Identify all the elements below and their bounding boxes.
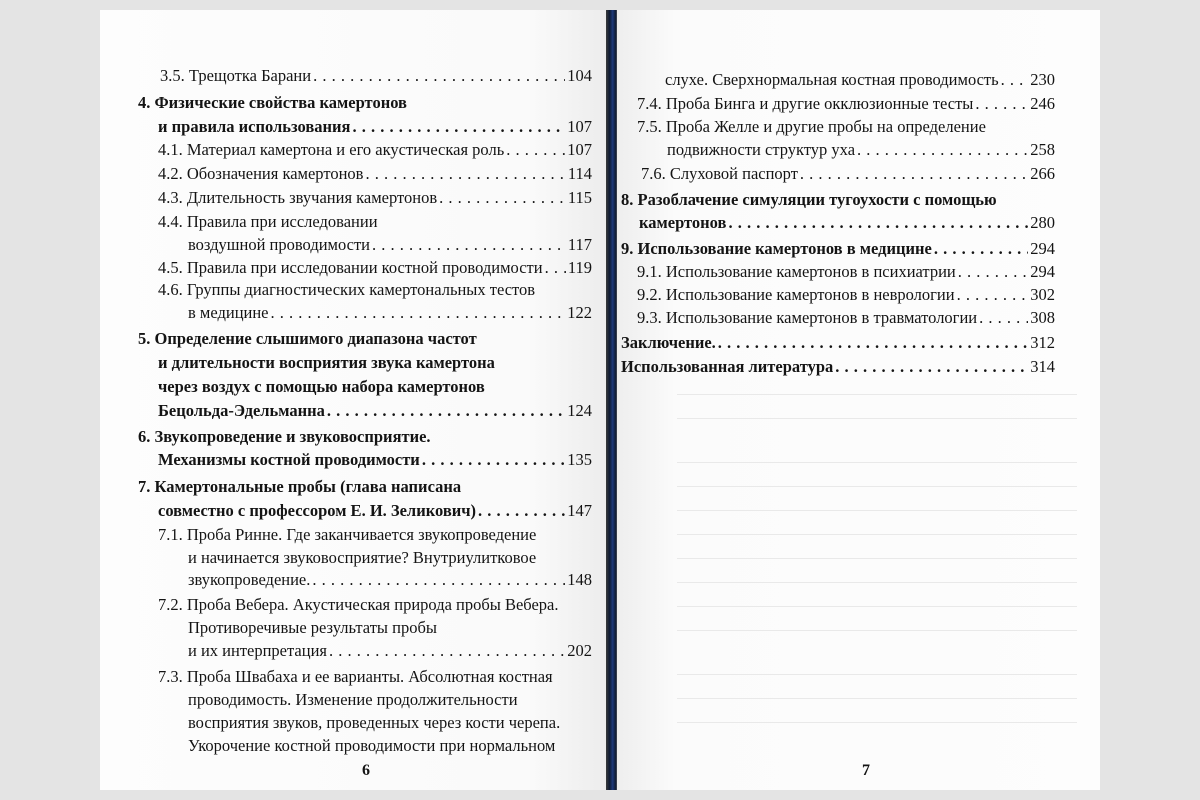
toc-entry-number: 9.2.	[637, 285, 662, 304]
toc-entry-number: 4.5.	[158, 258, 183, 277]
bleed-through-line	[677, 486, 1077, 487]
toc-entry-number: 4.2.	[158, 164, 183, 183]
toc-entry	[188, 233, 592, 257]
toc-entry-number: 7.6.	[641, 164, 666, 183]
bleed-through-line	[677, 534, 1077, 535]
toc-entry-number: 7.1.	[158, 525, 183, 544]
bleed-through-line	[677, 418, 1077, 419]
toc-entry-title: Проба Вебера. Акустическая природа пробы Вебера.	[186, 595, 559, 614]
toc-entry	[158, 448, 592, 472]
toc-entry-title: Использование камертонов в психиатрии	[665, 262, 956, 281]
toc-entry	[158, 523, 536, 547]
toc-entry-page: 314	[1030, 357, 1055, 376]
toc-entry-title: Правила при исследовании	[186, 212, 378, 231]
toc-entry-page: 124	[567, 401, 592, 420]
toc-entry-page: 107	[567, 117, 592, 136]
toc-entry-title: Проба Бинга и другие окклюзионные тесты	[665, 94, 974, 113]
toc-entry-title: Группы диагностических камертональных тестов	[186, 280, 536, 299]
toc-entry	[621, 331, 1055, 355]
bleed-through-line	[677, 606, 1077, 607]
toc-entry-page: 308	[1030, 308, 1055, 327]
toc-entry-title: камертонов	[639, 213, 727, 232]
toc-entry-number: 4.1.	[158, 140, 183, 159]
toc-entry-title: Проба Швабаха и ее варианты. Абсолютная костная	[186, 667, 553, 686]
toc-entry-number: 9.3.	[637, 308, 662, 327]
toc-entry	[637, 283, 1055, 307]
bleed-through-line	[677, 510, 1077, 511]
toc-entry	[639, 211, 1055, 235]
toc-entry-continuation: восприятия звуков, проведенных через кости черепа.	[188, 713, 561, 732]
toc-entry	[158, 115, 592, 139]
left-page	[100, 10, 608, 790]
toc-entry	[160, 64, 592, 88]
toc-entry-page: 312	[1030, 333, 1055, 352]
toc-entry-title: Слуховой паспорт	[669, 164, 798, 183]
toc-entry	[158, 399, 592, 423]
toc-entry	[158, 256, 592, 280]
toc-entry-title: Материал камертона и его акустическая роль	[186, 140, 505, 159]
toc-entry	[665, 68, 1055, 92]
toc-chapter-title: 4. Физические свойства камертонов	[138, 93, 407, 112]
toc-entry-page: 302	[1030, 285, 1055, 304]
toc-entry-page: 294	[1030, 239, 1055, 258]
toc-entry-title: звукопроведение.	[188, 570, 311, 589]
toc-entry-title: и правила использования	[158, 117, 351, 136]
bleed-through-line	[677, 462, 1077, 463]
toc-entry-title: подвижности структур уха	[667, 140, 856, 159]
toc-entry	[188, 639, 592, 663]
toc-entry	[621, 237, 1055, 261]
toc-entry-number: 4.3.	[158, 188, 183, 207]
toc-entry-page: 202	[567, 641, 592, 660]
toc-chapter-title: 6. Звукопроведение и звуковосприятие.	[138, 427, 431, 446]
toc-entry-number: 3.5.	[160, 66, 185, 85]
toc-entry	[158, 162, 592, 186]
toc-entry-title: воздушной проводимости	[188, 235, 371, 254]
toc-entry	[158, 210, 378, 234]
toc-entry-number: 4.6.	[158, 280, 183, 299]
toc-entry-number: 7.3.	[158, 667, 183, 686]
right-page	[617, 10, 1100, 790]
toc-entry	[158, 138, 592, 162]
toc-entry	[158, 499, 592, 523]
toc-entry	[158, 186, 592, 210]
bleed-through-line	[677, 394, 1077, 395]
toc-entry-title: Трещотка Барани	[188, 66, 312, 85]
bleed-through-line	[677, 558, 1077, 559]
bleed-through-line	[677, 630, 1077, 631]
toc-chapter-title: 8. Разоблачение симуляции тугоухости с помощью	[621, 190, 997, 209]
toc-entry	[158, 593, 559, 617]
bleed-through-line	[677, 722, 1077, 723]
toc-entry	[637, 260, 1055, 284]
book-spread	[100, 10, 1100, 790]
toc-entry-title: Правила при исследовании костной проводимости	[186, 258, 543, 277]
toc-entry-page: 230	[1030, 70, 1055, 89]
toc-entry-page: 266	[1030, 164, 1055, 183]
toc-entry-number: 7.2.	[158, 595, 183, 614]
toc-chapter-title: через воздух с помощью набора камертонов	[158, 377, 485, 396]
page-number: 7	[862, 762, 870, 779]
toc-entry-number: 4.4.	[158, 212, 183, 231]
toc-entry-page: 114	[567, 164, 592, 183]
toc-entry-number: 9.1.	[637, 262, 662, 281]
toc-entry-page: 115	[567, 188, 592, 207]
toc-entry	[158, 665, 553, 689]
toc-entry-continuation: и начинается звуковосприятие? Внутриулитковое	[188, 548, 537, 567]
toc-entry-page: 119	[567, 258, 592, 277]
toc-entry-title: Использование камертонов в неврологии	[665, 285, 955, 304]
toc-entry-title: Проба Желле и другие пробы на определение	[665, 117, 986, 136]
toc-entry-page: 122	[567, 303, 592, 322]
toc-entry-title: Механизмы костной проводимости	[158, 450, 420, 469]
page-number: 6	[362, 762, 370, 779]
toc-entry-title: совместно с профессором Е. И. Зеликович)	[158, 501, 477, 520]
toc-entry-page: 117	[567, 235, 592, 254]
bleed-through-line	[677, 674, 1077, 675]
toc-entry-title: 9. Использование камертонов в медицине	[621, 239, 932, 258]
toc-entry	[637, 115, 986, 139]
toc-entry	[641, 162, 1055, 186]
toc-entry-title: слухе. Сверхнормальная костная проводимость	[665, 70, 999, 89]
toc-entry	[667, 138, 1055, 162]
toc-entry-page: 294	[1030, 262, 1055, 281]
toc-entry-title: Бецольда-Эдельманна	[158, 401, 325, 420]
toc-entry-page: 148	[567, 570, 592, 589]
toc-entry-title: Проба Ринне. Где заканчивается звукопроведение	[186, 525, 537, 544]
toc-entry-title: и их интерпретация	[188, 641, 327, 660]
toc-entry-page: 147	[567, 501, 592, 520]
toc-entry	[158, 278, 535, 302]
bleed-through-line	[677, 582, 1077, 583]
toc-entry-title: в медицине	[188, 303, 269, 322]
toc-entry-number: 7.5.	[637, 117, 662, 136]
toc-entry	[637, 306, 1055, 330]
toc-entry-title: Использование камертонов в травматологии	[665, 308, 978, 327]
toc-entry-title: Использованная литература	[621, 357, 834, 376]
toc-entry	[188, 301, 592, 325]
toc-entry-continuation: проводимость. Изменение продолжительности	[188, 690, 518, 709]
toc-chapter-title: 7. Камертональные пробы (глава написана	[138, 477, 462, 496]
toc-entry-page: 135	[567, 450, 592, 469]
toc-chapter-title: и длительности восприятия звука камертона	[158, 353, 495, 372]
toc-entry	[637, 92, 1055, 116]
toc-entry-page: 107	[567, 140, 592, 159]
toc-entry	[188, 568, 592, 592]
toc-entry-page: 104	[567, 66, 592, 85]
toc-entry-continuation: Укорочение костной проводимости при нормальном	[188, 736, 556, 755]
toc-entry-page: 246	[1030, 94, 1055, 113]
toc-entry-page: 280	[1030, 213, 1055, 232]
toc-entry-title: Обозначения камертонов	[186, 164, 364, 183]
bleed-through-line	[677, 698, 1077, 699]
toc-entry-title: Длительность звучания камертонов	[186, 188, 438, 207]
toc-chapter-title: 5. Определение слышимого диапазона частот	[138, 329, 477, 348]
toc-entry-continuation: Противоречивые результаты пробы	[188, 618, 437, 637]
toc-entry-title: Заключение.	[621, 333, 716, 352]
toc-entry-number: 7.4.	[637, 94, 662, 113]
toc-entry	[621, 355, 1055, 379]
toc-entry-page: 258	[1030, 140, 1055, 159]
